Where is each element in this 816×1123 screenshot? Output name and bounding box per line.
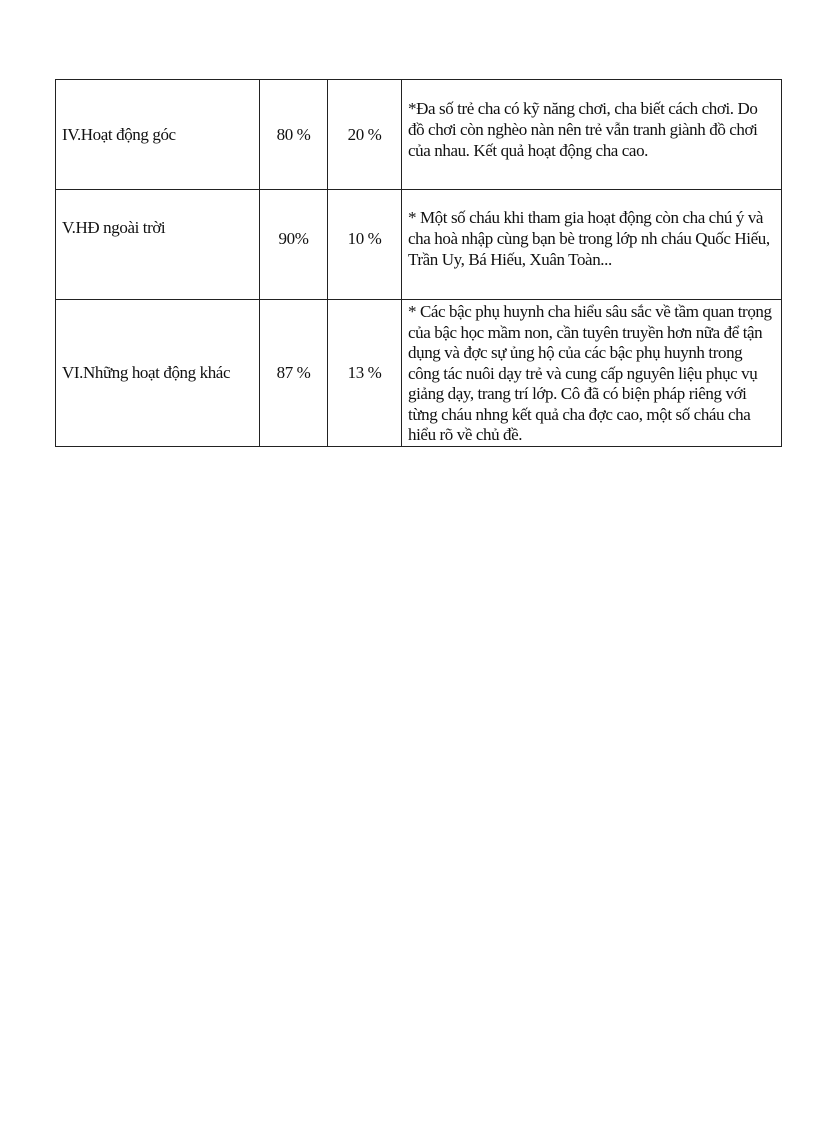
activity-name-cell: VI.Những hoạt động khác	[56, 300, 260, 447]
percent-not-achieved-cell: 13 %	[328, 300, 402, 447]
note-cell	[402, 80, 782, 190]
percent-not-achieved-cell: 10 %	[328, 190, 402, 300]
percent-not-achieved-cell: 20 %	[328, 80, 402, 190]
activity-name-cell: V.HĐ ngoài trời	[56, 190, 260, 300]
note-cell	[402, 300, 782, 447]
note-text: *Đa số trẻ cha có kỹ năng chơi, cha biết cách chơi. Do đồ chơi còn nghèo nàn nên trẻ vẫn tranh giành đồ chơi của nhau. Kết quả hoạt động cha cao.	[408, 99, 758, 160]
note-text: * Các bậc phụ huynh cha hiểu sâu sắc về tầm quan trọng của bậc học mầm non, cần tuyên truyền hơn nữa để tận dụng và đợc sự ủng hộ của các bậc phụ huynh trong công tác nuôi dạy trẻ và cung cấp nguyên liệu phục vụ giảng dạy, trang trí lớp. Cô đã có biện pháp riêng với từng cháu nhng kết quả cha đợc cao, một số cháu cha hiểu rõ về chủ đề.	[408, 302, 772, 444]
note-cell	[402, 190, 782, 300]
table-row	[56, 190, 782, 300]
percent-achieved-cell: 90%	[260, 190, 328, 300]
activity-name-cell: IV.Hoạt động góc	[56, 80, 260, 190]
note-text: * Một số cháu khi tham gia hoạt động còn cha chú ý và cha hoà nhập cùng bạn bè trong lớp nh cháu Quốc Hiếu, Trần Uy, Bá Hiếu, Xuân Toàn...	[408, 208, 770, 269]
percent-achieved-cell: 80 %	[260, 80, 328, 190]
percent-achieved-cell: 87 %	[260, 300, 328, 447]
table-row	[56, 300, 782, 447]
table-row	[56, 80, 782, 190]
evaluation-table	[55, 79, 782, 447]
